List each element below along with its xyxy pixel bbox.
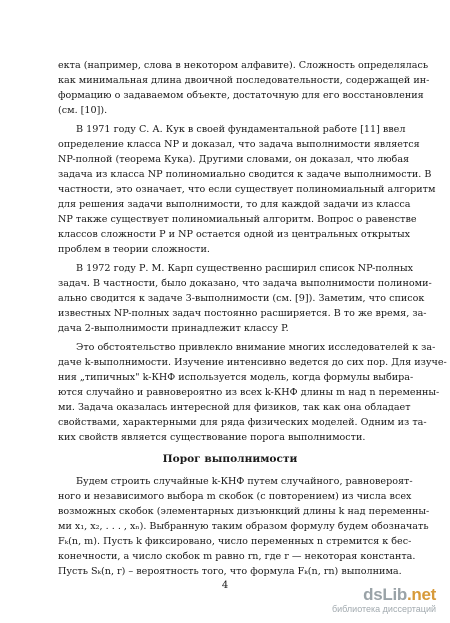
paragraph bbox=[58, 340, 447, 445]
text-line: NP-полной (теорема Кука). Другими словами, он доказал, что любая bbox=[58, 154, 410, 165]
paragraph bbox=[58, 58, 430, 118]
text-line: даче k-выполнимости. Изучение интенсивно ведется до сих пор. Для изуче- bbox=[58, 357, 447, 368]
text-line: как минимальная длина двоичной последовательности, содержащей ин- bbox=[58, 75, 430, 86]
text-line: Пусть Sₖ(n, r) – вероятность того, что формула Fₖ(n, rn) выполнима. bbox=[58, 566, 402, 577]
text-line: частности, это означает, что если существует полиномиальный алгоритм bbox=[58, 184, 436, 195]
text-line: ного и независимого выбора m скобок (с повторением) из числа всех bbox=[58, 491, 412, 502]
paragraph bbox=[58, 474, 430, 579]
watermark-subtitle: библиотека диссертаций bbox=[331, 604, 436, 614]
text-line: проблем в теории сложности. bbox=[58, 244, 210, 255]
watermark-logo-main: dsLib bbox=[363, 585, 407, 604]
text-line: Fₖ(n, m). Пусть k фиксировано, число переменных n стремится к бес- bbox=[58, 536, 412, 547]
text-line: В 1971 году С. А. Кук в своей фундаментальной работе [11] ввел bbox=[76, 124, 406, 135]
watermark-logo bbox=[363, 585, 436, 605]
text-line: для решения задачи выполнимости, то для каждой задачи из класса bbox=[58, 199, 411, 210]
text-line: ния „типичных" k-КНФ используется модель, когда формулы выбира- bbox=[58, 372, 414, 383]
text-line: дача 2-выполнимости принадлежит классу P. bbox=[58, 323, 289, 334]
text-line: определение класса NP и доказал, что задача выполнимости является bbox=[58, 139, 420, 150]
text-line: NP также существует полиномиальный алгоритм. Вопрос о равенстве bbox=[58, 214, 417, 225]
text-line: Будем строить случайные k-КНФ путем случайного, равновероят- bbox=[76, 476, 413, 487]
text-line: задача из класса NP полиномиально сводится к задаче выполнимости. В bbox=[58, 169, 432, 180]
text-line: (см. [10]). bbox=[58, 105, 108, 116]
text-line: ются случайно и равновероятно из всех k-КНФ длины m над n переменны- bbox=[58, 387, 440, 398]
text-line: екта (например, слова в некотором алфавите). Сложность определялась bbox=[58, 60, 429, 71]
text-line: известных NP-полных задач постоянно расширяется. В то же время, за- bbox=[58, 308, 427, 319]
text-line: свойствами, характерными для ряда физических моделей. Одним из та- bbox=[58, 417, 427, 428]
text-line: задач. В частности, было доказано, что задача выполнимости полиноми- bbox=[58, 278, 432, 289]
text-line: возможных скобок (элементарных дизъюнкций длины k над переменны- bbox=[58, 506, 430, 517]
body-text-after-heading bbox=[58, 474, 430, 579]
text-line: ми. Задача оказалась интересной для физиков, так как она обладает bbox=[58, 402, 411, 413]
page-number: 4 bbox=[221, 580, 229, 591]
body-text-before-heading bbox=[58, 58, 447, 445]
paragraph bbox=[58, 261, 432, 336]
site-watermark bbox=[316, 585, 436, 615]
text-line: классов сложности P и NP остается одной из центральных открытых bbox=[58, 229, 411, 240]
text-line: конечности, а число скобок m равно rn, где r — некоторая константа. bbox=[58, 551, 416, 562]
paragraph bbox=[58, 122, 436, 257]
page-content bbox=[58, 58, 447, 583]
text-line: формацию о задаваемом объекте, достаточную для его восстановления bbox=[58, 90, 424, 101]
text-line: В 1972 году Р. М. Карп существенно расширил список NP-полных bbox=[76, 263, 414, 274]
text-line: ких свойств является существование порога выполнимости. bbox=[58, 432, 366, 443]
section-heading: Порог выполнимости bbox=[162, 453, 298, 465]
watermark-logo-accent: .net bbox=[406, 585, 436, 604]
text-line: ально сводится к задаче 3-выполнимости (см. [9]). Заметим, что список bbox=[58, 293, 425, 304]
text-line: ми x₁, x₂, . . . , xₙ). Выбранную таким образом формулу будем обозначать bbox=[58, 521, 429, 532]
text-line: Это обстоятельство привлекло внимание многих исследователей к за- bbox=[76, 342, 436, 353]
